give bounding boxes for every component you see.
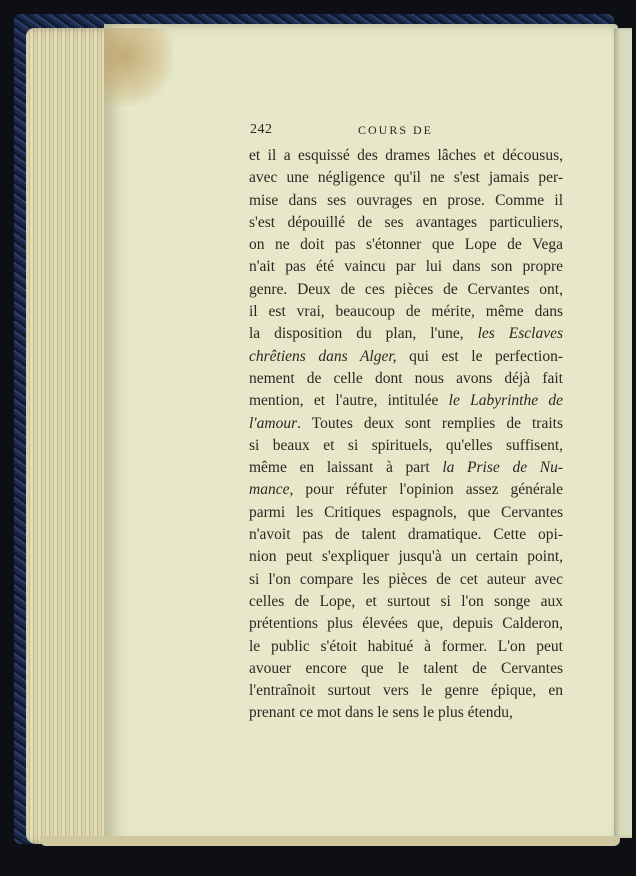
text-line <box>249 435 563 457</box>
text-line <box>249 591 563 613</box>
page-bottom-edge <box>40 836 620 846</box>
text-line <box>249 479 563 501</box>
text-segment: et il a esquissé des drames lâches et décousus, <box>249 147 563 164</box>
text-segment: l'entraînoit surtout vers le genre épique, en <box>249 682 563 700</box>
text-line <box>249 413 563 435</box>
text-segment: il est vrai, beaucoup de mérite, même dans <box>249 303 563 321</box>
text-segment: le public s'étoit habitué à former. L'on peut <box>249 637 563 655</box>
text-line <box>249 368 563 390</box>
text-line <box>249 680 563 702</box>
text-segment: la disposition du plan, l'une, <box>249 325 478 343</box>
italic-title-segment: les Esclaves <box>477 325 563 343</box>
italic-title-segment: l'amour <box>249 414 298 432</box>
text-line <box>249 702 563 724</box>
page-number: 242 <box>250 122 273 137</box>
text-segment: n'ait pas été vaincu par lui dans son propre <box>249 258 563 276</box>
text-segment: prenant ce mot dans le sens le plus étendu, <box>249 704 513 722</box>
text-line <box>249 212 563 234</box>
text-line <box>249 256 563 278</box>
text-line <box>249 636 563 658</box>
text-segment: si beaux et si spirituels, qu'elles suffisent, <box>249 436 563 454</box>
text-segment: pour réfuter l'opinion assez générale <box>293 481 563 499</box>
text-line <box>249 234 563 256</box>
text-segment: avouer encore que le talent de Cervantes <box>249 659 563 677</box>
text-segment: s'est dépouillé de ses avantages particuliers, <box>249 213 563 231</box>
italic-title-segment: le Labyrinthe de <box>448 392 563 410</box>
text-line <box>249 167 563 189</box>
text-segment: parmi les Critiques espagnols, que Cervantes <box>249 503 563 521</box>
text-segment: prétentions plus élevées que, depuis Calderon, <box>249 615 563 633</box>
text-line <box>249 569 563 591</box>
text-segment: avec une négligence qu'il ne s'est jamais per- <box>249 169 563 187</box>
text-segment: celles de Lope, et surtout si l'on songe aux <box>249 592 563 610</box>
text-line <box>249 190 563 212</box>
text-segment: même en laissant à part <box>249 459 443 477</box>
text-segment: mention, et l'autre, intitulée <box>249 392 449 410</box>
italic-title-segment: mance, <box>249 481 294 499</box>
text-line <box>249 546 563 568</box>
running-head: COURS DE <box>358 123 434 137</box>
text-line <box>249 301 563 323</box>
text-line <box>249 279 563 301</box>
text-segment: n'avoit pas de talent dramatique. Cette opi- <box>249 526 563 544</box>
body-text <box>249 145 563 725</box>
text-line <box>249 658 563 680</box>
foxing-stain <box>104 28 174 106</box>
text-segment: si l'on compare les pièces de cet auteur avec <box>249 570 563 588</box>
page-header <box>250 122 562 140</box>
text-segment: nion peut s'expliquer jusqu'à un certain point, <box>249 548 563 566</box>
text-segment: . Toutes deux sont remplies de traits <box>297 414 563 432</box>
text-segment: mise dans ses ouvrages en prose. Comme il <box>249 191 563 209</box>
text-line <box>249 390 563 412</box>
text-segment: qui est le perfection- <box>396 347 563 365</box>
text-line <box>249 346 563 368</box>
text-segment: nement de celle dont nous avons déjà fait <box>249 369 563 387</box>
italic-title-segment: la Prise de Nu- <box>442 459 563 477</box>
text-line <box>249 524 563 546</box>
text-line <box>249 457 563 479</box>
text-line <box>249 613 563 635</box>
text-line <box>249 323 563 345</box>
text-segment: genre. Deux de ces pièces de Cervantes ont, <box>249 280 563 298</box>
facing-page-edge <box>614 28 632 838</box>
text-segment: on ne doit pas s'étonner que Lope de Vega <box>249 236 563 254</box>
text-line <box>249 145 563 167</box>
text-line <box>249 502 563 524</box>
italic-title-segment: chrêtiens dans Alger, <box>249 347 397 365</box>
